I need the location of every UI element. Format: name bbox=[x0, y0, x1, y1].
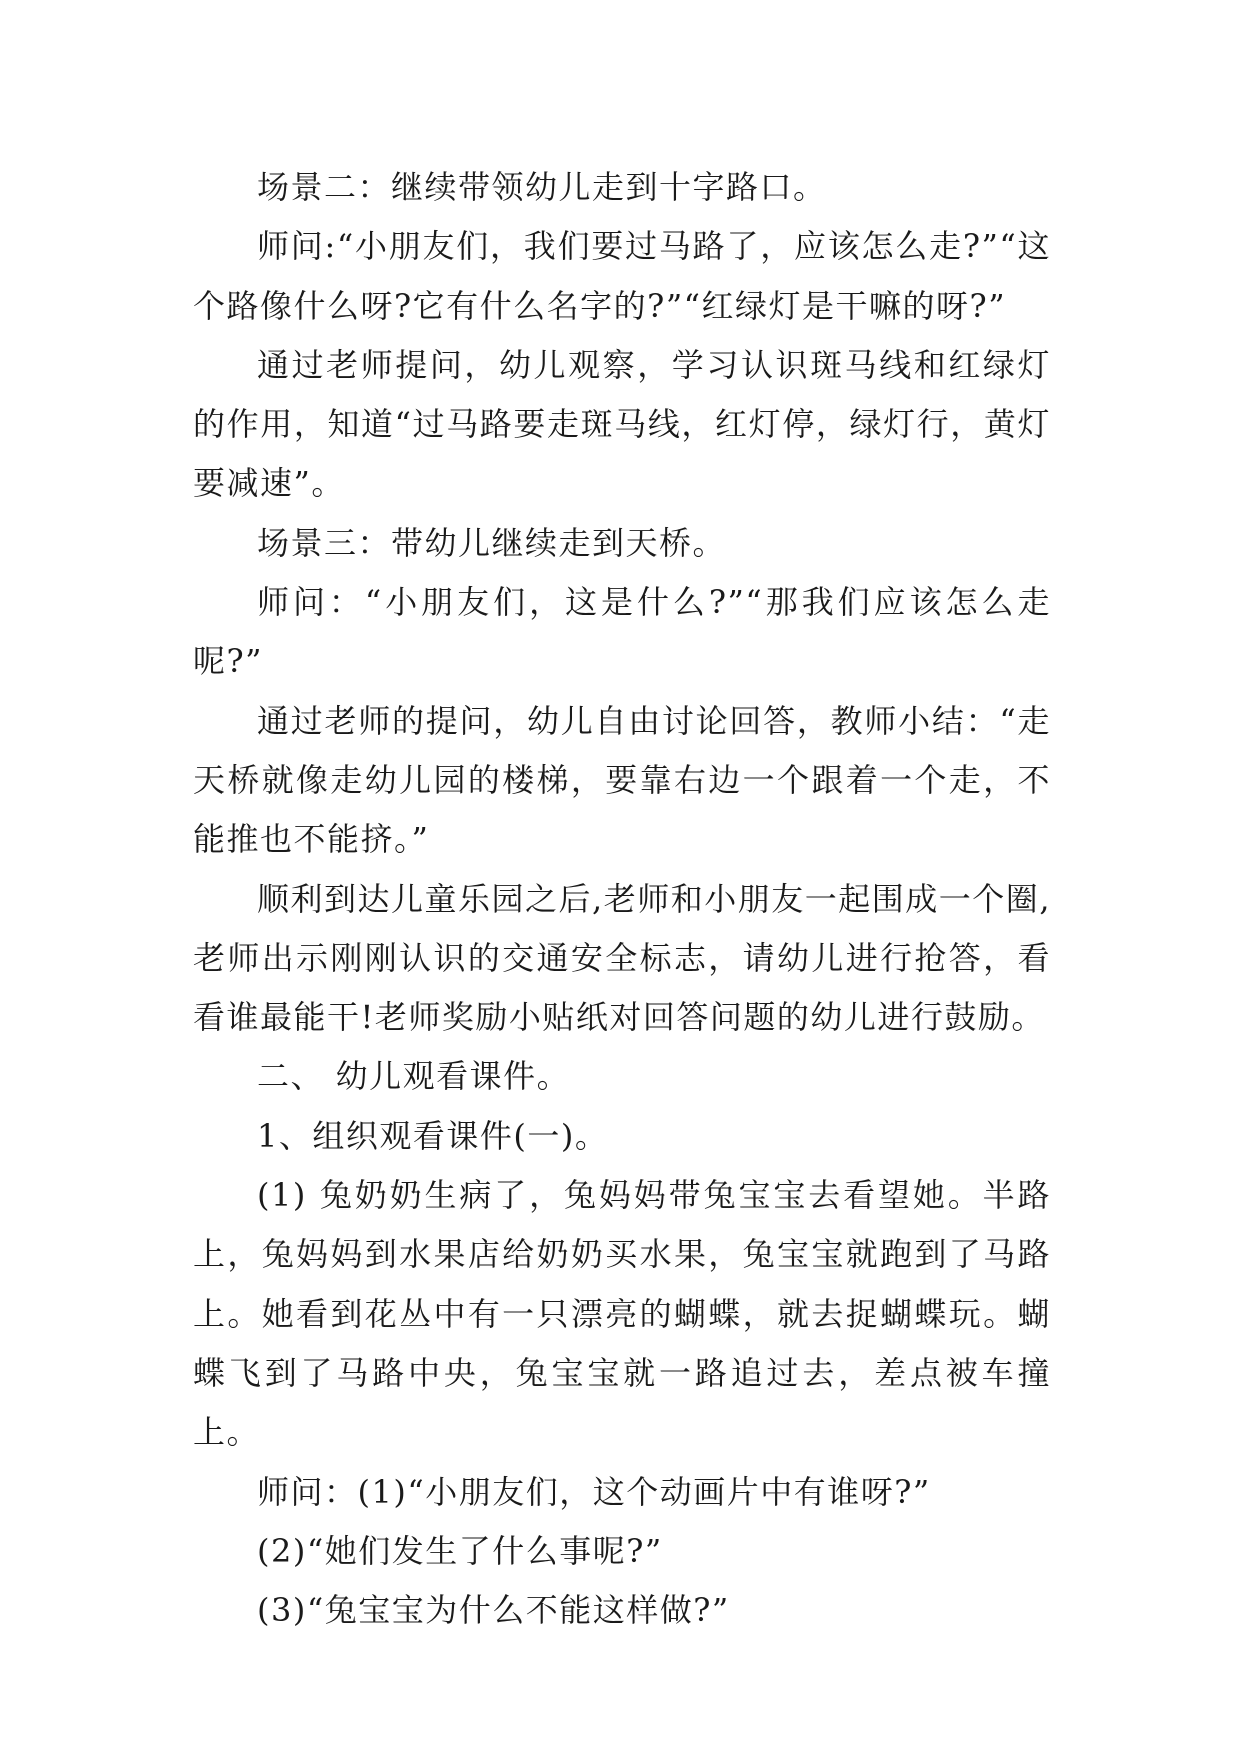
paragraph-bridge-summary: 通过老师的提问，幼儿自由讨论回答，教师小结：“走天桥就像走幼儿园的楼梯，要靠右边一个跟着一个走，不能推也不能挤。” bbox=[193, 701, 1051, 859]
paragraph-arrival-quiz: 顺利到达儿童乐园之后,老师和小朋友一起围成一个圈,老师出示刚刚认识的交通安全标志，请幼儿进行抢答，看看谁最能干!老师奖励小贴纸对回答问题的幼儿进行鼓励。 bbox=[193, 879, 1051, 1037]
question-three: (3)“兔宝宝为什么不能这样做?” bbox=[257, 1591, 730, 1630]
paragraph-scene-three: 场景三：带幼儿继续走到天桥。 bbox=[257, 523, 727, 562]
paragraph-zebra-crossing-summary: 通过老师提问，幼儿观察，学习认识斑马线和红绿灯的作用，知道“过马路要走斑马线，红灯停，绿灯行，黄灯要减速”。 bbox=[193, 345, 1051, 503]
paragraph-teacher-question-bridge: 师问：“小朋友们，这是什么?”“那我们应该怎么走呢?” bbox=[193, 583, 1051, 681]
paragraph-scene-two: 场景二：继续带领幼儿走到十字路口。 bbox=[257, 168, 827, 206]
heading-courseware-one: 1、组织观看课件(一)。 bbox=[257, 1116, 609, 1155]
paragraph-teacher-question-crossing: 师问:“小朋友们，我们要过马路了，应该怎么走?”“这个路像什么呀?它有什么名字的?”“红绿灯是干嘛的呀?” bbox=[193, 227, 1051, 325]
question-two: (2)“她们发生了什么事呢?” bbox=[257, 1531, 663, 1570]
body-text bbox=[193, 158, 1051, 1640]
question-one: 师问：(1)“小朋友们，这个动画片中有谁呀?” bbox=[257, 1472, 931, 1511]
heading-section-two: 二、 幼儿观看课件。 bbox=[257, 1057, 571, 1096]
paragraph-rabbit-story: (1) 兔奶奶生病了，兔妈妈带兔宝宝去看望她。半路上，兔妈妈到水果店给奶奶买水果，兔宝宝就跑到了马路上。她看到花丛中有一只漂亮的蝴蝶，就去捉蝴蝶玩。蝴蝶飞到了马路中央，兔宝宝就一路追过去，差点被车撞上。 bbox=[193, 1176, 1051, 1452]
